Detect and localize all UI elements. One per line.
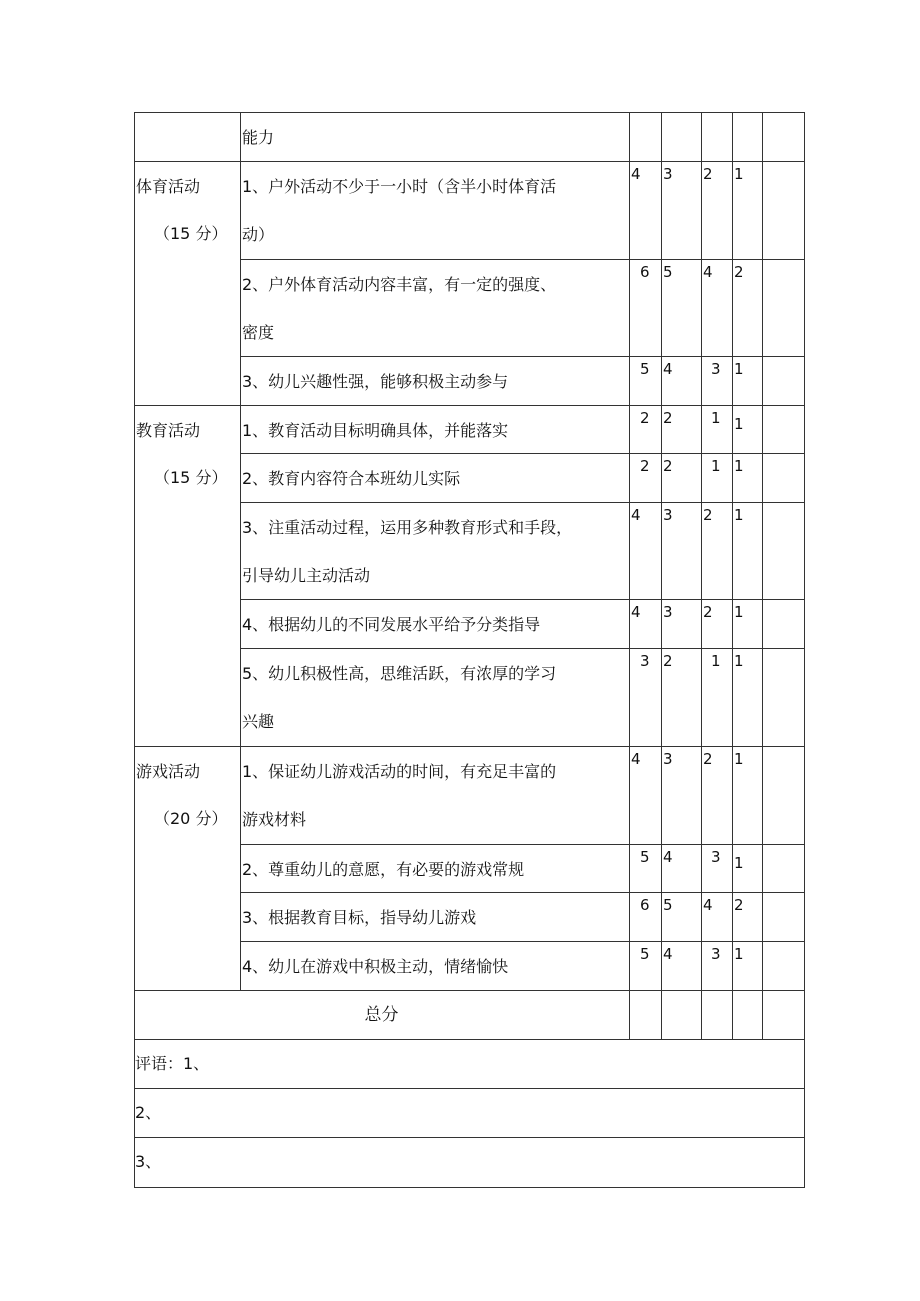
score-value: 5 [640,848,650,866]
score-value: 1 [734,165,744,183]
item-text: 2、户外体育活动内容丰富，有一定的强度、 [242,275,557,294]
score-value: 2 [640,457,650,475]
item-text: 游戏材料 [242,810,307,829]
score-value: 2 [703,750,713,768]
item-text: 3、注重活动过程，运用多种教育形式和手段， [242,518,573,537]
section-title: 教育活动 [136,421,201,440]
score-value: 3 [711,945,721,963]
score-column-line [629,112,630,1040]
category-column-line [240,112,241,991]
section-points: （20 分） [154,809,228,828]
score-value: 6 [640,896,650,914]
score-value: 1 [734,457,744,475]
score-value: 1 [711,652,721,670]
score-value: 1 [711,457,721,475]
score-value: 4 [631,165,641,183]
score-value: 6 [640,263,650,281]
score-value: 4 [631,750,641,768]
score-value: 1 [734,750,744,768]
item-row-divider [240,844,805,845]
score-value: 2 [703,165,713,183]
item-text: 密度 [242,323,275,342]
score-value: 5 [663,263,673,281]
score-value: 4 [631,506,641,524]
score-value: 1 [734,603,744,621]
section-title: 游戏活动 [136,762,201,781]
item-text: 兴趣 [242,712,275,731]
score-value: 1 [734,415,744,433]
comment-line: 2、 [135,1103,162,1122]
comment-line: 3、 [135,1152,162,1171]
score-value: 1 [734,652,744,670]
item-row-divider [240,259,805,260]
item-text: 2、尊重幼儿的意愿，有必要的游戏常规 [242,860,525,879]
section-title: 体育活动 [136,177,201,196]
table-border-left [134,112,135,1188]
score-value: 3 [711,360,721,378]
score-column-line [762,112,763,1040]
score-value: 5 [663,896,673,914]
score-column-line [661,112,662,1040]
item-text: 1、教育活动目标明确具体，并能落实 [242,421,509,440]
score-value: 2 [640,409,650,427]
score-value: 1 [734,506,744,524]
score-value: 2 [663,457,673,475]
score-value: 3 [663,750,673,768]
score-value: 2 [663,409,673,427]
score-value: 2 [734,896,744,914]
score-value: 4 [663,360,673,378]
score-value: 2 [703,506,713,524]
score-value: 3 [640,652,650,670]
item-row-divider [240,453,805,454]
score-value: 4 [703,896,713,914]
score-value: 3 [663,165,673,183]
table-border-bottom [134,1187,805,1188]
score-value: 4 [631,603,641,621]
score-value: 4 [703,263,713,281]
row-divider [134,1137,805,1138]
score-value: 1 [734,360,744,378]
item-text: 3、幼儿兴趣性强，能够积极主动参与 [242,372,509,391]
score-value: 5 [640,360,650,378]
evaluation-table [134,112,804,1187]
table-border-top [134,112,805,113]
top-row-label: 能力 [242,128,275,147]
score-value: 3 [663,506,673,524]
score-value: 1 [734,945,744,963]
item-row-divider [240,892,805,893]
item-text: 动） [242,225,275,244]
score-column-line [701,112,702,1040]
item-text: 1、保证幼儿游戏活动的时间，有充足丰富的 [242,762,557,781]
row-divider [134,1088,805,1089]
score-value: 1 [734,854,744,872]
score-column-line [732,112,733,1040]
score-value: 1 [711,409,721,427]
item-text: 3、根据教育目标，指导幼儿游戏 [242,908,477,927]
item-row-divider [240,356,805,357]
item-text: 4、幼儿在游戏中积极主动，情绪愉快 [242,957,509,976]
item-row-divider [240,502,805,503]
item-row-divider [240,941,805,942]
section-divider [134,405,805,406]
score-value: 2 [663,652,673,670]
item-text: 4、根据幼儿的不同发展水平给予分类指导 [242,615,541,634]
score-value: 4 [663,848,673,866]
section-points: （15 分） [154,468,228,487]
score-value: 3 [711,848,721,866]
table-border-right [804,112,805,1188]
score-value: 2 [703,603,713,621]
item-row-divider [240,648,805,649]
score-value: 3 [663,603,673,621]
total-label: 总分 [364,1005,399,1025]
item-text: 5、幼儿积极性高，思维活跃，有浓厚的学习 [242,664,557,683]
comment-line: 评语：1、 [135,1054,210,1073]
section-divider [134,746,805,747]
item-text: 引导幼儿主动活动 [242,566,371,585]
score-value: 4 [663,945,673,963]
section-points: （15 分） [154,224,228,243]
section-divider [134,990,805,991]
section-divider [134,161,805,162]
item-text: 2、教育内容符合本班幼儿实际 [242,469,461,488]
item-text: 1、户外活动不少于一小时（含半小时体育活 [242,177,557,196]
score-value: 5 [640,945,650,963]
item-row-divider [240,599,805,600]
row-divider [134,1039,805,1040]
score-value: 2 [734,263,744,281]
